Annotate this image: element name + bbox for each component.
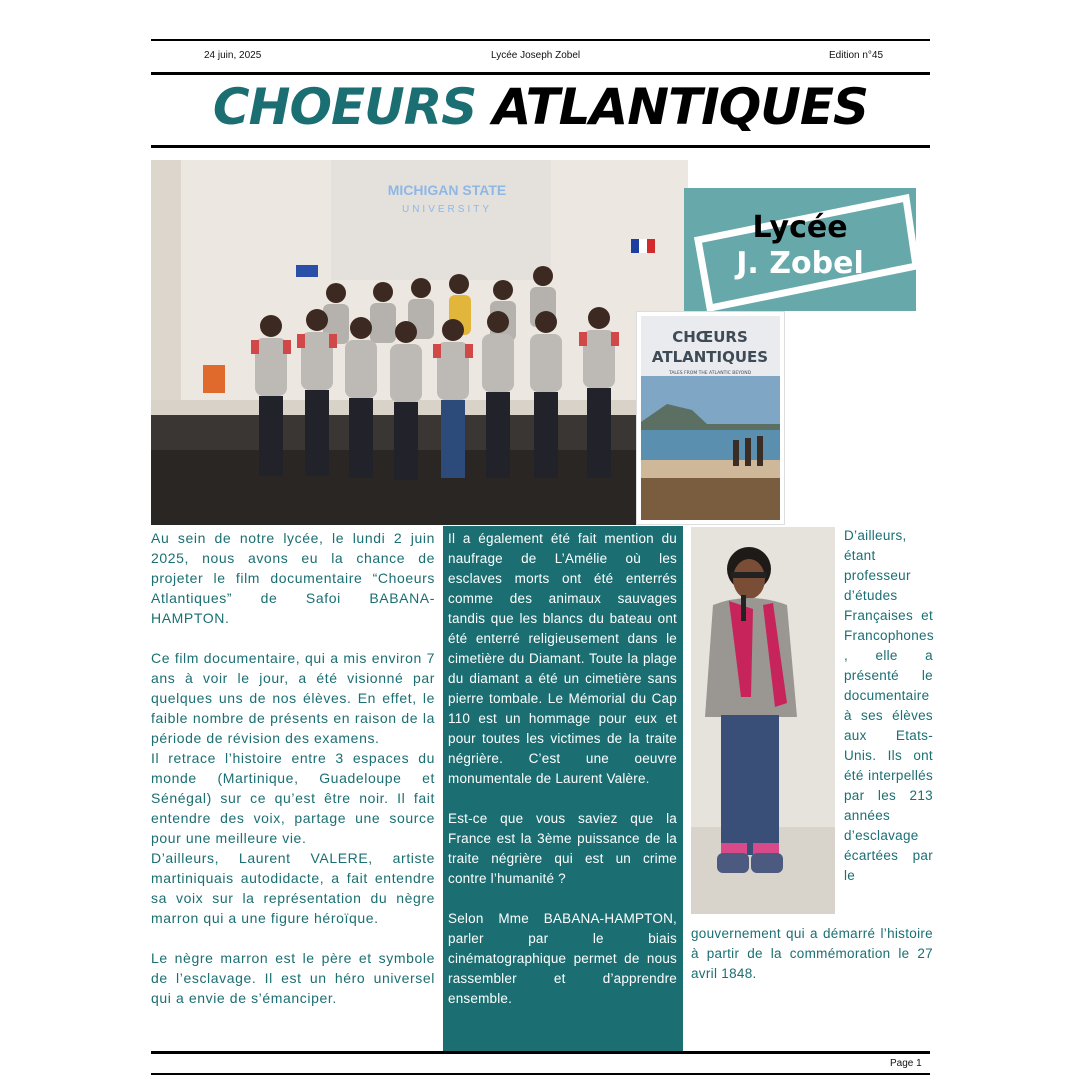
school-name: Lycée Joseph Zobel: [491, 50, 581, 61]
speaker-photo: [691, 527, 835, 914]
col1-paragraph-2: Ce film documentaire, qui a mis environ 7 ans à voir le jour, a été visionné par quelques uns de nos élèves. En effet, le faible nombre de présents en raison de la période de révision des examens.: [151, 650, 435, 746]
title-word-choeurs: CHOEURS: [212, 78, 477, 136]
newspaper-title: [151, 76, 930, 138]
col2-paragraph-2: Est-ce que vous saviez que la France est la 3ème puissance de la traite négrière qui est un crime contre l’humanité ?: [448, 811, 677, 886]
article-column-3-bottom: [691, 924, 933, 984]
school-badge: [684, 188, 916, 311]
col2-paragraph-3: Selon Mme BABANA-HAMPTON, parler par le biais cinématographique permet de nous rassembler et d’apprendre ensemble.: [448, 911, 677, 1006]
col1-paragraph-3: Il retrace l’histoire entre 3 espaces du monde (Martinique, Guadeloupe et Sénégal) sur ce qu’est être noir. Il fait entendre des voix, partage une source pour une meilleure vie.: [151, 750, 435, 846]
col2-paragraph-1: Il a également été fait mention du naufrage de L’Amélie où les esclaves morts ont été enterrés comme des animaux sauvages tandis que les blancs du bateau ont été enterré religieusement dans le cimetière du Diamant. Toute la plage du diamant a été un cimetière sans pierre tombale. Le Mémorial du Cap 110 est un hommage pour eux et pour toutes les victimes de la traite négrière. C’est une oeuvre monumentale de Laurent Valère.: [448, 531, 677, 786]
col3-side-text: D’ailleurs, étant professeur d’études Françaises et Francophones , elle a présenté le documentaire à ses élèves aux Etats-Unis. Ils ont été interpellés par les 213 années d’esclavage écartées par le: [844, 528, 934, 883]
col3-bottom-text: gouvernement qui a démarré l’histoire à partir de la commémoration le 27 avril 1848.: [691, 926, 933, 981]
badge-line-2: J. Zobel: [736, 246, 864, 281]
col1-paragraph-4: D’ailleurs, Laurent VALERE, artiste martiniquais autodidacte, a fait entendre sa voix sur la représentation du nègre marron qui a une figure héroïque.: [151, 850, 435, 926]
footer-rule-top: [151, 1051, 930, 1054]
badge-line-1: Lycée: [752, 210, 848, 245]
banner-text-line2: UNIVERSITY: [401, 204, 493, 215]
banner-text-line1: MICHIGAN STATE: [387, 182, 507, 198]
edition-number: Edition n°45: [829, 50, 884, 61]
film-poster: [636, 311, 785, 525]
badge-label: [684, 210, 916, 282]
poster-subtitle: TALES FROM THE ATLANTIC BEYOND: [668, 371, 752, 376]
article-column-2: [443, 526, 683, 1051]
page-number: Page 1: [890, 1058, 922, 1069]
article-column-1: [151, 528, 435, 1008]
group-photo: [151, 160, 688, 525]
poster-title-line1: CHŒURS: [672, 328, 748, 346]
top-rule: [151, 39, 930, 41]
issue-date: 24 juin, 2025: [204, 50, 262, 61]
article-column-3-side: [844, 526, 933, 886]
footer-rule-bottom: [151, 1073, 930, 1075]
col1-paragraph-5: Le nègre marron est le père et symbole de l’esclavage. Il est un héro universel qui a envie de s’émanciper.: [151, 950, 435, 1006]
masthead-rule: [151, 72, 930, 75]
poster-title-line2: ATLANTIQUES: [651, 348, 769, 366]
title-rule: [151, 145, 930, 148]
title-word-atlantiques: ATLANTIQUES: [492, 78, 869, 136]
col1-paragraph-1: Au sein de notre lycée, le lundi 2 juin 2025, nous avons eu la chance de projeter le film documentaire “Choeurs Atlantiques” de Safoi BABANA-HAMPTON.: [151, 530, 435, 626]
masthead-meta: [151, 50, 930, 66]
